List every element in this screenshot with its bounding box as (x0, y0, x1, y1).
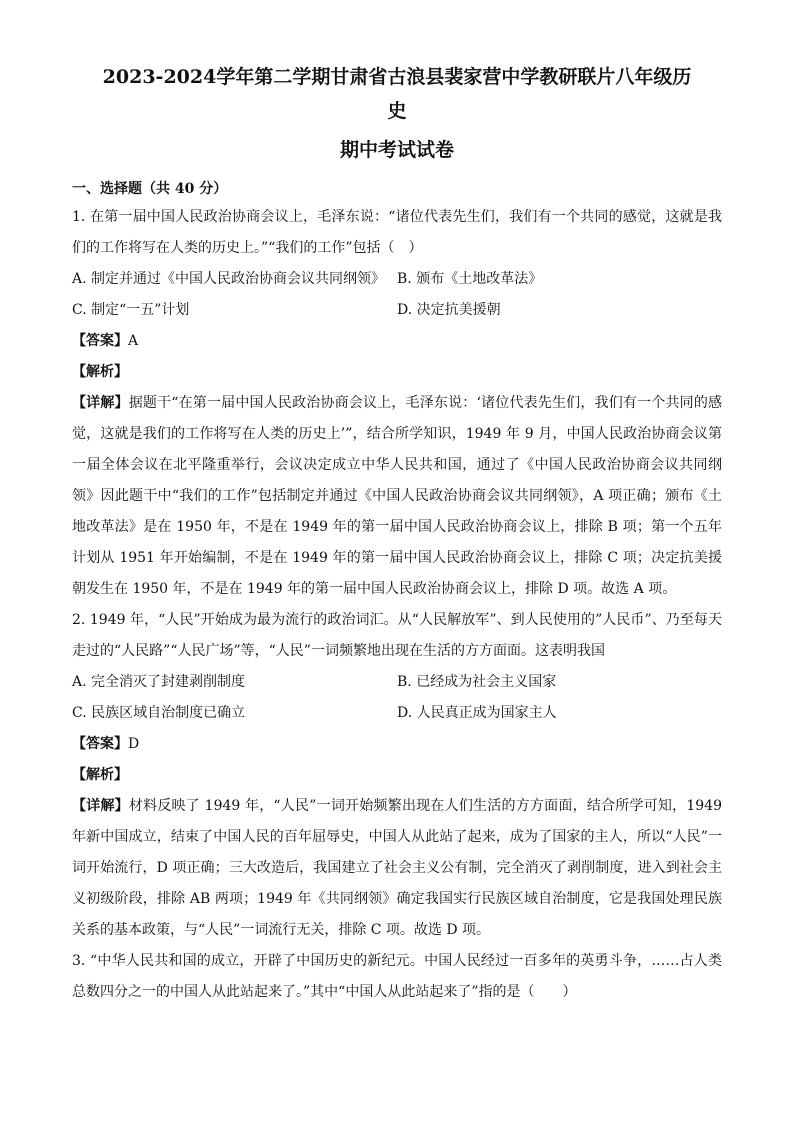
analysis-label: 【解析】 (72, 767, 128, 783)
question-2-analysis (72, 760, 722, 791)
question-1-option-b: B. 颁布《土地改革法》 (397, 271, 543, 287)
question-1-analysis (72, 357, 722, 388)
question-2-option-d: D. 人民真正成为国家主人 (397, 705, 557, 721)
question-1-option-d: D. 决定抗美援朝 (397, 302, 501, 318)
question-2-option-c: C. 民族区域自治制度已确立 (72, 705, 246, 721)
answer-value: D (128, 736, 140, 752)
section-heading: 一、选择题（共 40 分） (72, 181, 228, 197)
question-1-options (72, 264, 722, 326)
detail-text: 据题干“在第一届中国人民政治协商会议上，毛泽东说：‘诸位代表先生们，我们有一个共同的感觉，这就是我们的工作将写在人类的历史上’”，结合所学知识，1949 年 9 月，中国人民政治协商会议第一届全体会议在北平隆重举行，会议决定成立中华人民共和国，通过了《中国人民政治协商会议共同纲领》因此题干中“我们的工作”包括制定并通过《中国人民政治协商会议共同纲领》，A 项正确；颁布《土地改革法》是在 1950 年，不是在 1949 年的第一届中国人民政治协商会议上，排除 B 项；第一个五年计划从 1951 年开始编制，不是在 1949 年的第一届中国人民政治协商会议上，排除 C 项；决定抗美援朝发生在 1950 年，不是在 1949 年的第一届中国人民政治协商会议上，排除 D 项。故选 A 项。 (72, 395, 723, 597)
question-3-text: 3. “中华人民共和国的成立，开辟了中国历史的新纪元。中国人民经过一百多年的英勇斗争，……占人类总数四分之一的中国人从此站起来了。”其中“中国人从此站起来了”指的是（ ） (72, 953, 722, 1000)
detail-label: 【详解】 (72, 798, 129, 814)
question-1-text: 1. 在第一届中国人民政治协商会议上，毛泽东说：“诸位代表先生们，我们有一个共同的感觉，这就是我们的工作将写在人类的历史上。”“我们的工作”包括（ ） (72, 209, 722, 256)
exam-title: 2023-2024学年第二学期甘肃省古浪县裴家营中学教研联片八年级历 (102, 66, 692, 88)
question-1-detail (72, 388, 722, 605)
question-1-option-c: C. 制定“一五”计划 (72, 302, 190, 318)
analysis-label: 【解析】 (72, 364, 128, 380)
exam-subtitle: 期中考试试卷 (339, 139, 454, 161)
exam-title-continued: 史 (387, 100, 407, 122)
question-2-option-a: A. 完全消灭了封建剥削制度 (72, 674, 246, 690)
question-1 (72, 202, 722, 605)
question-1-answer (72, 326, 722, 357)
detail-label: 【详解】 (72, 395, 129, 411)
detail-text: 材料反映了 1949 年，“人民”一词开始频繁出现在人们生活的方方面面，结合所学可知，1949 年新中国成立，结束了中国人民的百年屈辱史，中国人从此站了起来，成为了国家的主人，所以“人民”一词开始流行，D 项正确；三大改造后，我国建立了社会主义公有制，完全消灭了剥削制度，进入到社会主义初级阶段，排除 AB 两项；1949 年《共同纲领》确定我国实行民族区域自治制度，它是我国处理民族关系的基本政策，与“人民”一词流行无关，排除 C 项。故选 D 项。 (72, 798, 722, 938)
answer-value: A (128, 333, 139, 349)
question-2 (72, 605, 722, 946)
answer-label: 【答案】 (72, 736, 128, 752)
question-3 (72, 946, 722, 1008)
question-2-detail (72, 791, 722, 946)
question-2-option-b: B. 已经成为社会主义国家 (397, 674, 557, 690)
question-1-option-a: A. 制定并通过《中国人民政治协商会议共同纲领》 (72, 271, 386, 287)
question-2-options (72, 667, 722, 729)
answer-label: 【答案】 (72, 333, 128, 349)
question-2-answer (72, 729, 722, 760)
question-2-text: 2. 1949 年，“人民”开始成为最为流行的政治词汇。从“人民解放军”、到人民使用的”人民币”、乃至每天走过的“人民路”“人民广场”等，“人民”一词频繁地出现在生活的方方面面。这表明我国 (72, 612, 722, 659)
